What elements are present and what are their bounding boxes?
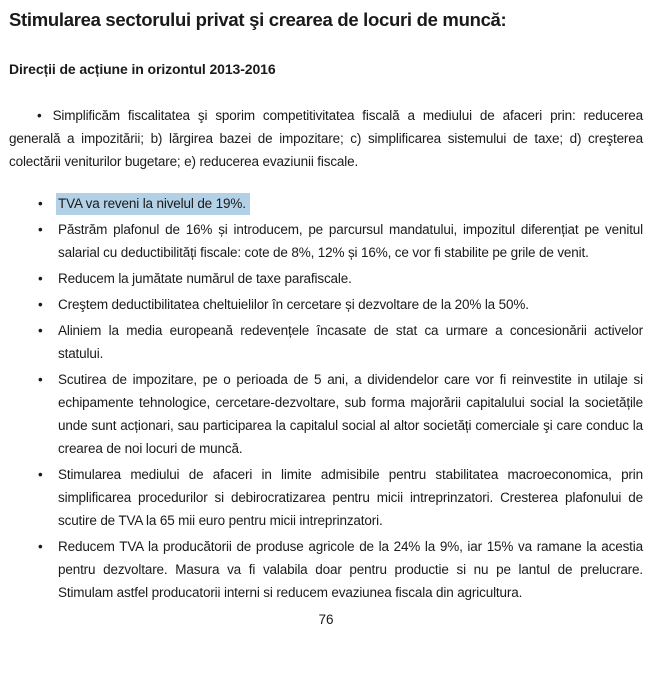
bullet-marker: •: [37, 108, 42, 123]
bullet-marker: •: [38, 539, 43, 554]
list-item: [9, 192, 643, 215]
bullet-marker: •: [38, 372, 43, 387]
list-item: [9, 368, 643, 460]
bullet-marker: •: [38, 297, 43, 312]
intro-paragraph-text: Simplificăm fiscalitatea şi sporim competitivitatea fiscală a mediului de afaceri prin: reducerea generală a impozitării; b) lărgirea bazei de impozitare; c) simplificarea sistemului de taxe; d) creşterea colectării veniturilor bugetare; e) reducerea evaziunii fiscale.: [9, 108, 643, 169]
bullet-marker: •: [38, 196, 43, 211]
list-item-text: Creştem deductibilitatea cheltuielilor în cercetare și dezvoltare de la 20% la 50%.: [58, 297, 529, 312]
list-item: [9, 293, 643, 316]
intro-paragraph: [9, 104, 643, 173]
list-item: [9, 535, 643, 604]
bullet-marker: •: [38, 222, 43, 237]
list-item-text: Aliniem la media europeană redevențele încasate de stat ca urmare a concesionării activelor statului.: [58, 323, 643, 361]
page-title: Stimularea sectorului privat şi crearea de locuri de muncă:: [9, 9, 507, 30]
bullet-marker: •: [38, 467, 43, 482]
list-item: [9, 463, 643, 532]
bullet-list: [9, 192, 643, 604]
page-number: 76: [318, 612, 334, 627]
bullet-marker: •: [38, 323, 43, 338]
list-item-text: Păstrăm plafonul de 16% și introducem, pe parcursul mandatului, impozitul diferențiat pe venitul salarial cu deductibilități fiscale: cote de 8%, 12% și 16%, ce vor fi stabilite pe grile de venit.: [58, 222, 643, 260]
bullet-marker: •: [38, 271, 43, 286]
list-item: [9, 218, 643, 264]
list-item-text: Reducem TVA la producătorii de produse agricole de la 24% la 9%, iar 15% va ramane la acestia pentru dezvoltare. Masura va fi valabila doar pentru productie si nu pe lantul de prelucrare. Stimulam astfel producatorii interni si reducem evaziunea fiscala din agricultura.: [58, 539, 643, 600]
list-item: [9, 319, 643, 365]
list-item-text: Stimularea mediului de afaceri in limite admisibile pentru stabilitatea macroeconomica, prin simplificarea procedurilor si debirocratizarea pentru micii intreprinzatori. Cresterea plafonului de scutire de TVA la 65 mii euro pentru micii intreprinzatori.: [58, 467, 643, 528]
list-item-text: Reducem la jumătate numărul de taxe parafiscale.: [58, 271, 352, 286]
list-item-text: Scutirea de impozitare, pe o perioada de 5 ani, a dividendelor care vor fi reinvestite in utilaje si echipamente tehnologice, cercetare-dezvoltare, sub forma majorării capitalului social la societățile unde sunt acționari, sau participarea la capitalul social al altor societăți comerciale şi care conduc la crearea de noi locuri de muncă.: [58, 372, 643, 456]
section-heading: Direcții de acțiune in orizontul 2013-2016: [9, 61, 276, 77]
list-item: [9, 267, 643, 290]
highlighted-text: TVA va reveni la nivelul de 19%.: [56, 193, 250, 215]
